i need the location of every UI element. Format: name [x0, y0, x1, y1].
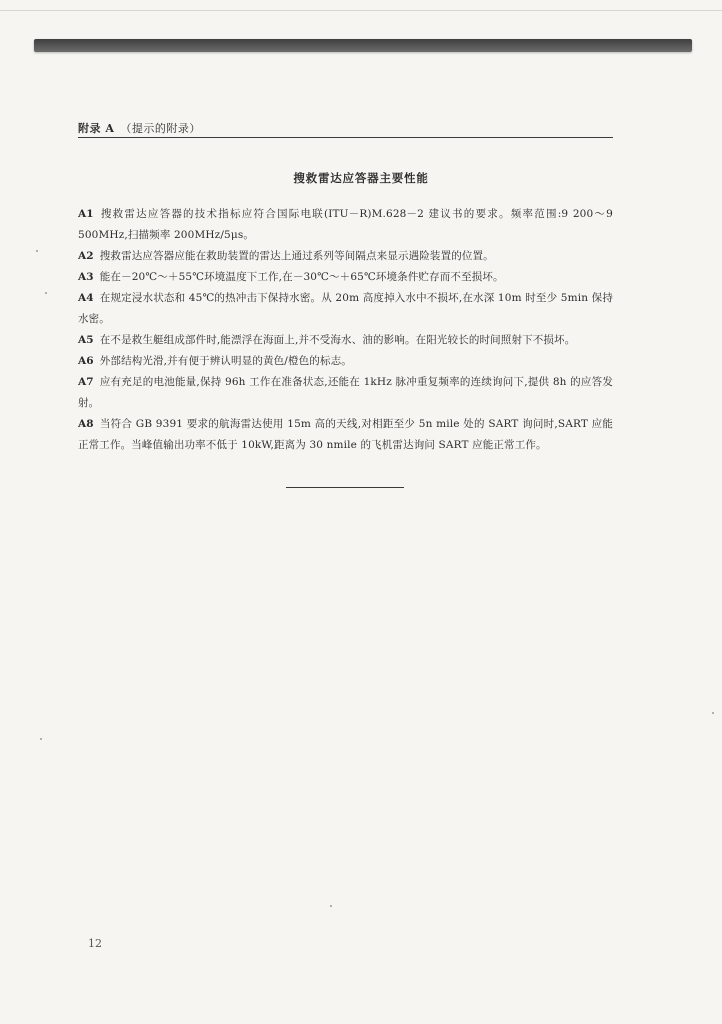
document-title: 搜救雷达应答器主要性能: [293, 171, 429, 185]
requirement-item-a2: [78, 246, 613, 267]
requirement-item-a5: [78, 330, 613, 351]
header-rule: [78, 137, 613, 138]
scan-binding-bar: [34, 39, 692, 52]
appendix-note: （提示的附录）: [120, 122, 201, 135]
requirement-text: 应有充足的电池能量,保持 96h 工作在准备状态,还能在 1kHz 脉冲重复频率的连续询问下,提供 8h 的应答发射。: [78, 376, 613, 409]
requirement-item-a7: [78, 372, 613, 414]
requirement-item-a1: [78, 204, 613, 246]
requirement-text: 当符合 GB 9391 要求的航海雷达使用 15m 高的天线,对相距至少 5n mile 处的 SART 询问时,SART 应能正常工作。当峰值输出功率不低于 10kW,距离为 30 nmile 的飞机雷达询问 SART 应能正常工作。: [78, 418, 613, 451]
requirement-code: A4: [78, 292, 94, 304]
requirement-code: A8: [78, 418, 94, 430]
requirement-text: 能在－20℃～＋55℃环境温度下工作,在－30℃～＋65℃环境条件贮存而不至损坏。: [99, 271, 504, 283]
requirements-list: [78, 204, 613, 456]
scan-speck: [36, 250, 38, 252]
requirement-item-a3: [78, 267, 613, 288]
page-number: 12: [88, 937, 102, 950]
scan-speck: [712, 712, 714, 714]
requirement-code: A6: [78, 355, 94, 367]
scan-speck: [40, 738, 42, 740]
requirement-text: 在规定浸水状态和 45℃的热冲击下保持水密。从 20m 高度掉入水中不损坏,在水深 10m 时至少 5min 保持水密。: [78, 292, 613, 325]
requirement-code: A3: [78, 271, 94, 283]
requirement-text: 外部结构光滑,并有便于辨认明显的黄色/橙色的标志。: [99, 355, 352, 367]
requirement-text: 搜救雷达应答器的技术指标应符合国际电联(ITU－R)M.628－2 建议书的要求。频率范围:9 200～9 500MHz,扫描频率 200MHz/5μs。: [78, 208, 613, 241]
scan-edge-line: [0, 10, 722, 11]
appendix-heading: [78, 120, 201, 136]
requirement-item-a6: [78, 351, 613, 372]
requirement-code: A5: [78, 334, 94, 346]
scan-speck: [330, 905, 332, 907]
requirement-item-a8: [78, 414, 613, 456]
appendix-label: 附录 A: [78, 122, 115, 135]
end-rule: [286, 487, 404, 488]
requirement-text: 搜救雷达应答器应能在救助装置的雷达上通过系列等间隔点来显示遇险装置的位置。: [99, 250, 494, 262]
scan-speck: [45, 292, 47, 294]
requirement-code: A7: [78, 376, 94, 388]
requirement-text: 在不是救生艇组成部件时,能漂浮在海面上,并不受海水、油的影响。在阳光较长的时间照射下不损坏。: [99, 334, 576, 346]
requirement-code: A2: [78, 250, 94, 262]
requirement-item-a4: [78, 288, 613, 330]
requirement-code: A1: [78, 208, 94, 220]
